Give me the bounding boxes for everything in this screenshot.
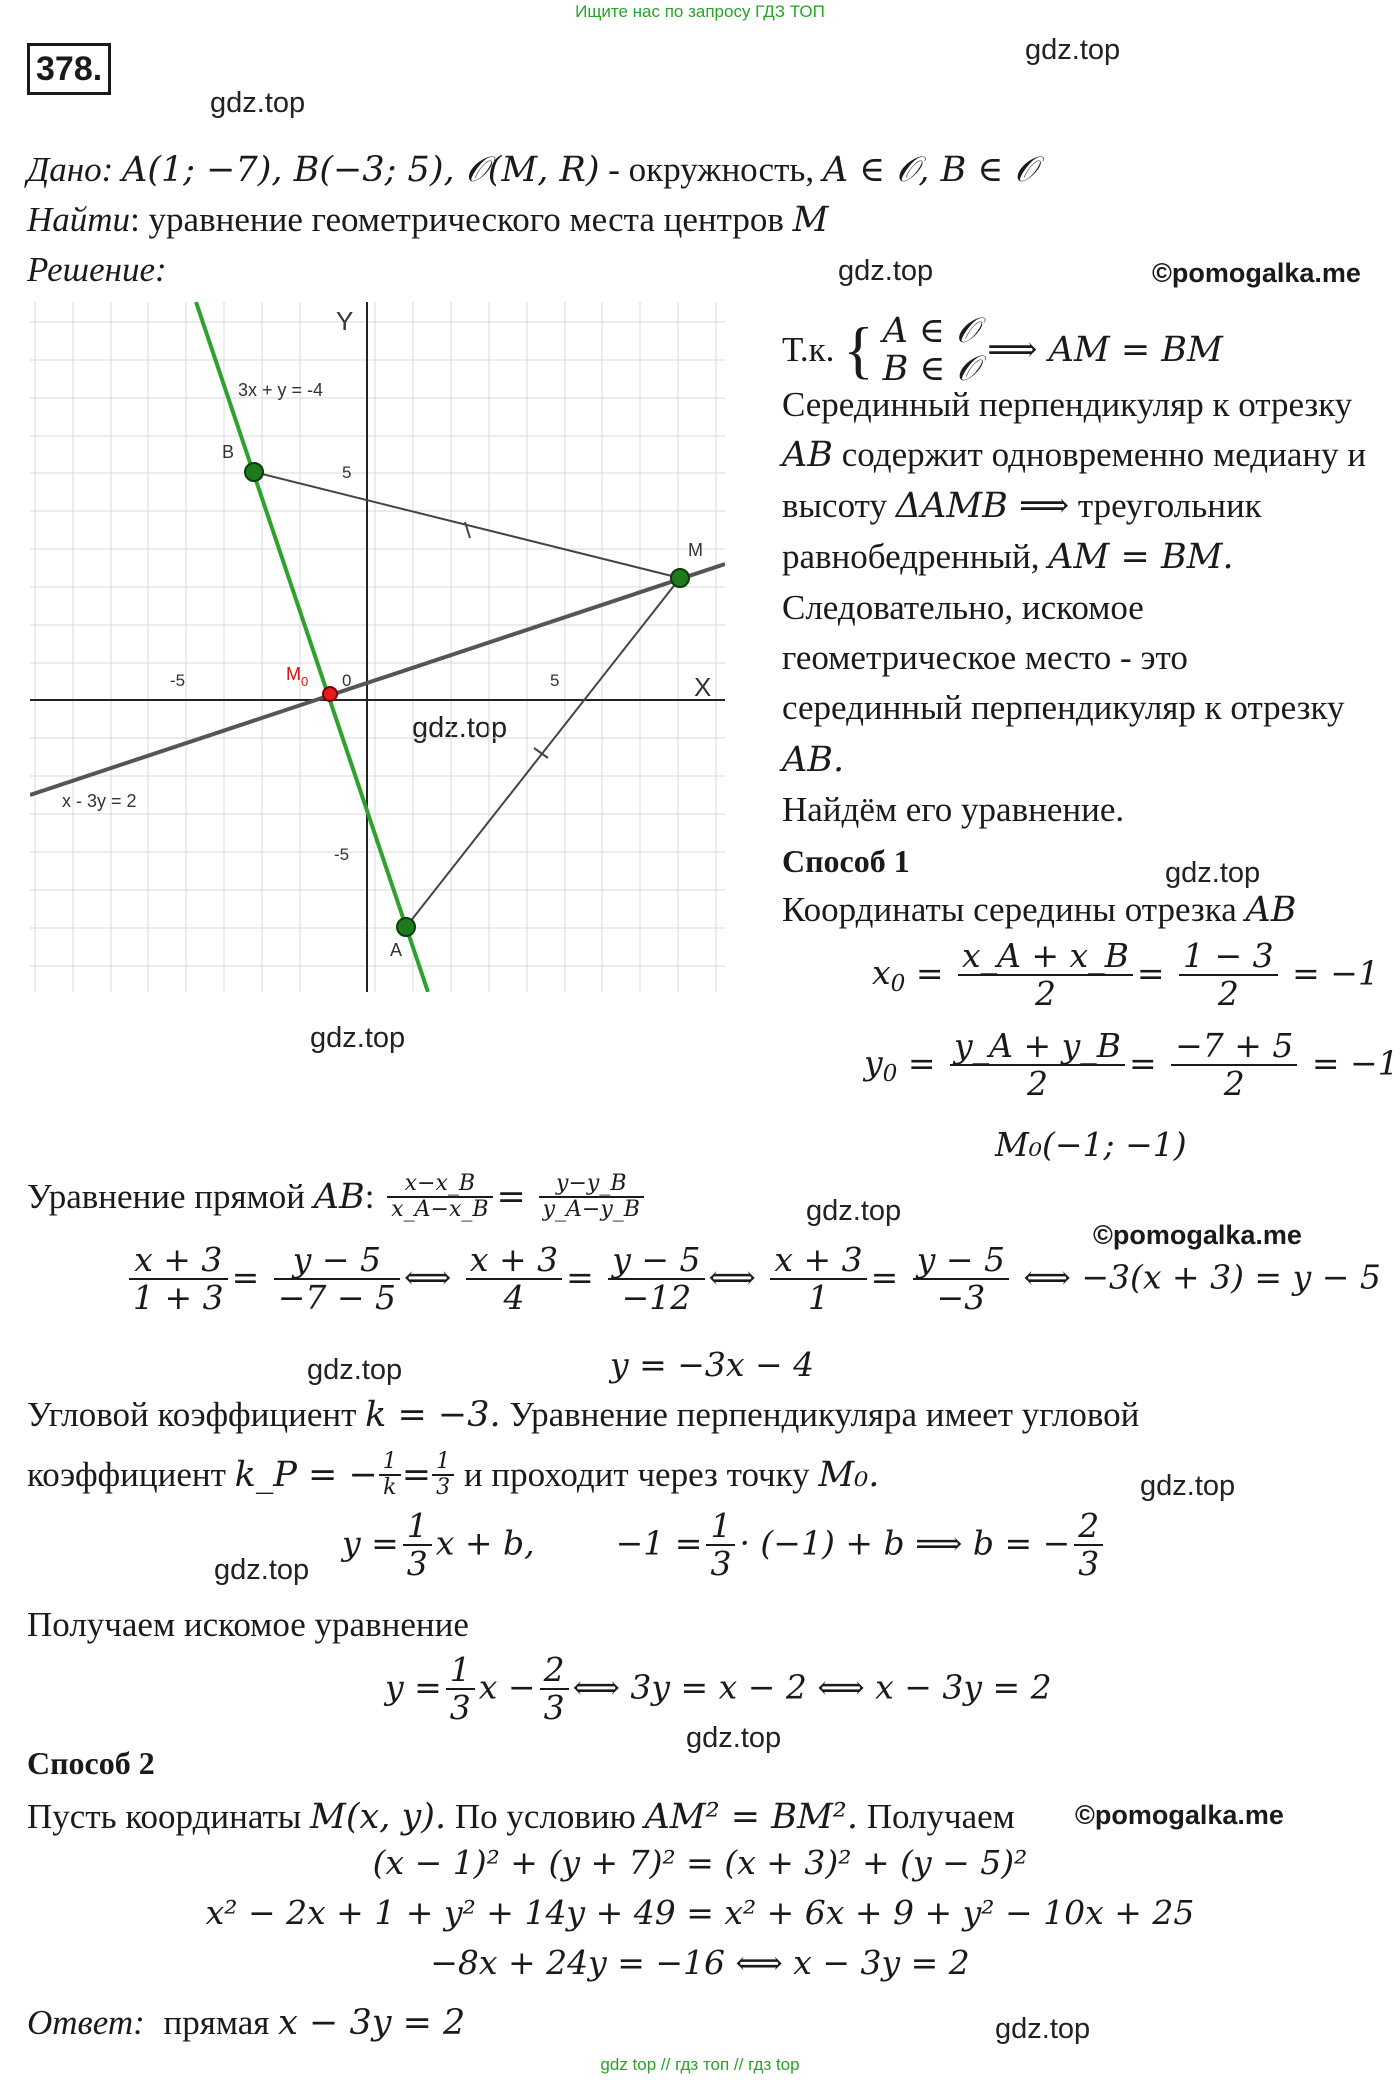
frac-num: 1 [379, 1450, 401, 1476]
m2-eq-3: −8x + 24y = −16 ⟺ x − 3y = 2 [430, 1943, 970, 1982]
grid [30, 302, 725, 992]
slope-line-2: коэффициент k_P = − $\frac{1}{k}$ = $\frac{1}{3}$ и проходит через точку M₀. [27, 1449, 880, 1501]
slope-text-2: Уравнение перпендикуляра имеет угловой [509, 1395, 1140, 1434]
top-banner[interactable]: Ищите нас по запросу ГДЗ ТОП [575, 2, 825, 21]
frac-den: 3 [1078, 1544, 1100, 1584]
tick-label: 5 [550, 671, 560, 690]
slope-math-4: M₀. [818, 1455, 880, 1496]
point-b-label: B [222, 442, 235, 462]
watermark: gdz.top [412, 712, 508, 744]
given-label: Дано: [27, 150, 114, 189]
watermark: gdz.top [838, 255, 934, 287]
watermark: gdz.top [1140, 1470, 1236, 1502]
m2-text-3: Получаем [866, 1797, 1015, 1836]
p3b-text: треугольник [1077, 486, 1262, 525]
final-equation [385, 1652, 1052, 1727]
p2-line [782, 435, 1366, 475]
segment-am [406, 578, 680, 927]
point-b [245, 463, 263, 481]
eq-part: y = [342, 1523, 399, 1563]
ab-equation-line: Уравнение прямой AB: $\frac{x-x\_B}{x\_A-x\_B}$ = $\frac{y-y\_B}{y\_A-y\_B}$ [27, 1172, 648, 1222]
point-m0 [323, 687, 337, 701]
given-math2: A ∈ 𝒪, B ∈ 𝒪 [822, 150, 1037, 190]
frac-num: y − 5 [274, 1242, 400, 1280]
line-3x-y-neg4 [196, 302, 428, 992]
fraction [466, 1242, 562, 1317]
x-axis-label: X [694, 672, 712, 702]
point-a [397, 918, 415, 936]
frac-num: 2 [1074, 1508, 1103, 1546]
solution-label: Решение: [27, 250, 167, 289]
frac-den: 2 [1034, 974, 1056, 1014]
line2-label: x - 3y = 2 [62, 791, 137, 811]
find-label: Найти [27, 200, 131, 239]
m2-eq-1: (x − 1)² + (y + 7)² = (x + 3)² + (y − 5)² [372, 1843, 1028, 1882]
frac-den: −3 [936, 1278, 986, 1318]
fraction [770, 1242, 866, 1317]
watermark: gdz.top [310, 1022, 406, 1054]
watermark: gdz.top [1165, 857, 1261, 889]
copyright: ©pomogalka.me [1093, 1220, 1302, 1250]
ab-math: AB [313, 1177, 365, 1218]
x0-result: = −1 [1292, 953, 1379, 993]
eq-part: · (−1) + b ⟹ b = − [739, 1523, 1071, 1563]
frac-num: 1 [403, 1508, 432, 1546]
fraction [1171, 1028, 1297, 1103]
y0-lhs: $y_0$ [864, 1043, 898, 1088]
m2-line [27, 1797, 1015, 1837]
p2-math: AB [782, 435, 833, 475]
answer-label: Ответ: [27, 2003, 145, 2042]
frac-num: x + 3 [770, 1242, 866, 1280]
frac-den: 3 [449, 1688, 471, 1728]
p5: Следовательно, искомое [782, 588, 1144, 627]
find-math: M [792, 200, 829, 240]
fraction [913, 1242, 1009, 1317]
eq-part: −1 = [615, 1523, 703, 1563]
fraction [1179, 938, 1278, 1013]
find-line [27, 200, 828, 240]
answer-line [27, 2003, 465, 2043]
p2-text: содержит одновременно медиану и [841, 435, 1367, 474]
frac-den: −12 [621, 1278, 692, 1318]
frac-num: 1 [706, 1508, 735, 1546]
tick-label: 0 [342, 671, 352, 690]
method1-title: Способ 1 [782, 843, 910, 879]
fraction [958, 938, 1133, 1013]
frac-den: k [383, 1475, 397, 1501]
coordinate-graph [30, 302, 725, 992]
x0-equation: $x_0$ = $\frac{x\_A + x\_B}{2}$ = $\frac{1 - 3}{2}$ = −1 [872, 936, 1379, 1014]
frac-num: y − 5 [608, 1242, 704, 1280]
tick-label: 5 [342, 463, 352, 482]
tick-label: -5 [170, 671, 186, 690]
ab-chain: $\frac{x + 3}{1 + 3}$ = $\frac{y - 5}{-7 - 5}$ ⟺ $\frac{x + 3}{4}$ = $\frac{y - 5}{-12}$ ⟺ $\frac{x + 3}{1}$ = $\frac{y - 5}{-3}$ ⟺ −3(x + 3) = y − 5 [125, 1242, 1381, 1317]
y-axis-label: Y [336, 306, 354, 336]
y0-equation: $y_0$ = $\frac{y\_A + y\_B}{2}$ = $\frac{-7 + 5}{2}$ = −1 [864, 1026, 1399, 1104]
watermark: gdz.top [210, 87, 306, 119]
mid-math: AB [1245, 890, 1297, 930]
frac-num: 1 − 3 [1179, 938, 1278, 976]
frac-den: 3 [436, 1475, 451, 1501]
m0-sub: 0 [301, 674, 309, 689]
given-math: A(1; −7), B(−3; 5), 𝒪(M, R) [122, 150, 600, 190]
frac-den: 2 [1223, 1064, 1245, 1104]
slope-math-1: k = −3. [365, 1395, 501, 1435]
point-m [671, 569, 689, 587]
answer-text: прямая [163, 2003, 270, 2042]
frac-num: x + 3 [129, 1242, 228, 1280]
frac-den: y_A−y_B [542, 1197, 640, 1223]
frac-den: 2 [1027, 1064, 1048, 1104]
slope-text-1: Угловой коэффициент [27, 1395, 357, 1434]
frac-num: y − 5 [913, 1242, 1009, 1280]
sys-row-2: B ∈ 𝒪 [882, 349, 979, 389]
perp-equation [342, 1508, 1107, 1583]
slope-text-3: коэффициент [27, 1455, 226, 1495]
m2-text-1: Пусть координаты [27, 1797, 302, 1836]
problem-number: 378. [27, 43, 111, 95]
copyright: ©pomogalka.me [1152, 258, 1361, 288]
given-line [27, 150, 1037, 190]
watermark: gdz.top [806, 1195, 902, 1227]
m2-math-1: M(x, y). [310, 1797, 447, 1837]
slope-line-1 [27, 1395, 1139, 1435]
eq-part: x + b, [435, 1523, 535, 1563]
answer-math: x − 3y = 2 [278, 2003, 466, 2043]
frac-num: −7 + 5 [1171, 1028, 1297, 1066]
frac-num: y−y_B [539, 1172, 644, 1198]
frac-den: −7 − 5 [277, 1278, 397, 1318]
eq-part: y = [385, 1667, 442, 1707]
fraction [706, 1508, 735, 1583]
frac-den: 1 + 3 [133, 1278, 224, 1318]
watermark: gdz.top [1025, 34, 1121, 66]
fraction [432, 1450, 454, 1500]
line1-label: 3x + y = -4 [238, 380, 324, 400]
tick-label: -5 [334, 845, 350, 864]
p4-text: равнобедренный, [782, 537, 1040, 576]
tk-line [782, 312, 1223, 388]
point-m-label: M [688, 540, 703, 560]
chain-tail: ⟺ −3(x + 3) = y − 5 [1023, 1257, 1381, 1297]
frac-den: 3 [406, 1544, 428, 1584]
p8: AB. [782, 740, 845, 780]
point-a-label: A [390, 940, 403, 960]
frac-num: x−x_B [387, 1172, 492, 1198]
fraction [403, 1508, 432, 1583]
method2-title: Способ 2 [27, 1745, 155, 1781]
watermark: gdz.top [995, 2013, 1091, 2045]
given-text: - окружность, [608, 150, 815, 189]
p3-line [782, 486, 1262, 526]
line-x-3y-2 [30, 564, 725, 795]
frac-num: x + 3 [466, 1242, 562, 1280]
p6: геометрическое место - это [782, 638, 1188, 677]
frac-den: x_A−x_B [391, 1197, 489, 1223]
p3-math: ΔAMB ⟹ [895, 486, 1070, 526]
frac-num: x_A + x_B [958, 938, 1133, 976]
watermark: gdz.top [307, 1354, 403, 1386]
fraction [379, 1450, 401, 1500]
fraction [539, 1172, 644, 1222]
y0-result: = −1 [1311, 1043, 1399, 1083]
m2-text-2: По условию [454, 1797, 636, 1836]
m2-eq-2: x² − 2x + 1 + y² + 14y + 49 = x² + 6x + 9 + y² − 10x + 25 [205, 1893, 1195, 1932]
fraction [950, 1028, 1125, 1103]
frac-num: y_A + y_B [950, 1028, 1125, 1066]
slope-text-4: и проходит через точку [463, 1455, 810, 1495]
p4-line [782, 537, 1234, 577]
frac-num: 2 [540, 1652, 569, 1690]
p9: Найдём его уравнение. [782, 790, 1125, 829]
x0-var: x [872, 953, 891, 993]
footer-links[interactable]: gdz top // гдз топ // гдз top [600, 2055, 800, 2074]
frac-den: 3 [543, 1688, 565, 1728]
ab-result: y = −3x − 4 [610, 1345, 815, 1384]
ab-label: Уравнение прямой [27, 1177, 305, 1217]
segment-bm [254, 472, 680, 578]
fraction [274, 1242, 400, 1317]
find-text: : уравнение геометрического места центров [130, 200, 784, 239]
system [883, 312, 979, 388]
mid-text: Координаты середины отрезка [782, 890, 1237, 929]
frac-num: 1 [432, 1450, 454, 1476]
obtain-text: Получаем искомое уравнение [27, 1605, 469, 1644]
mid-line [782, 890, 1297, 930]
frac-den: 4 [503, 1278, 525, 1318]
p7: серединный перпендикуляр к отрезку [782, 688, 1345, 727]
fraction [608, 1242, 704, 1317]
frac-den: 3 [710, 1544, 732, 1584]
x0-lhs: $x_0$ [872, 953, 906, 998]
p1: Серединный перпендикуляр к отрезку [782, 385, 1353, 424]
frac-num: 1 [446, 1652, 475, 1690]
fraction [1074, 1508, 1103, 1583]
frac-den: 2 [1217, 974, 1239, 1014]
watermark: gdz.top [214, 1554, 310, 1586]
copyright: ©pomogalka.me [1075, 1800, 1284, 1830]
slope-math-3: k_P = − [234, 1455, 378, 1496]
frac-den: 1 [807, 1278, 829, 1318]
fraction [387, 1172, 492, 1222]
fraction [446, 1652, 475, 1727]
p4-math: AM = BM. [1048, 537, 1234, 577]
point-m0-label [286, 664, 308, 689]
watermark: gdz.top [686, 1722, 782, 1754]
sys-row-1: A ∈ 𝒪 [882, 311, 979, 351]
m0-letter: M [286, 664, 301, 684]
m0-point: M₀(−1; −1) [995, 1125, 1187, 1164]
y0-var: y [864, 1043, 883, 1083]
brace-icon: { [843, 314, 874, 385]
fraction [540, 1652, 569, 1727]
sys-result: ⟹ AM = BM [987, 330, 1223, 370]
fraction [129, 1242, 228, 1317]
p3-text: высоту [782, 486, 887, 525]
eq-part: ⟺ 3y = x − 2 ⟺ x − 3y = 2 [572, 1667, 1052, 1707]
m2-math-2: AM² = BM². [644, 1797, 858, 1837]
eq-part: x − [478, 1667, 536, 1707]
tk-label: Т.к. [782, 330, 835, 369]
